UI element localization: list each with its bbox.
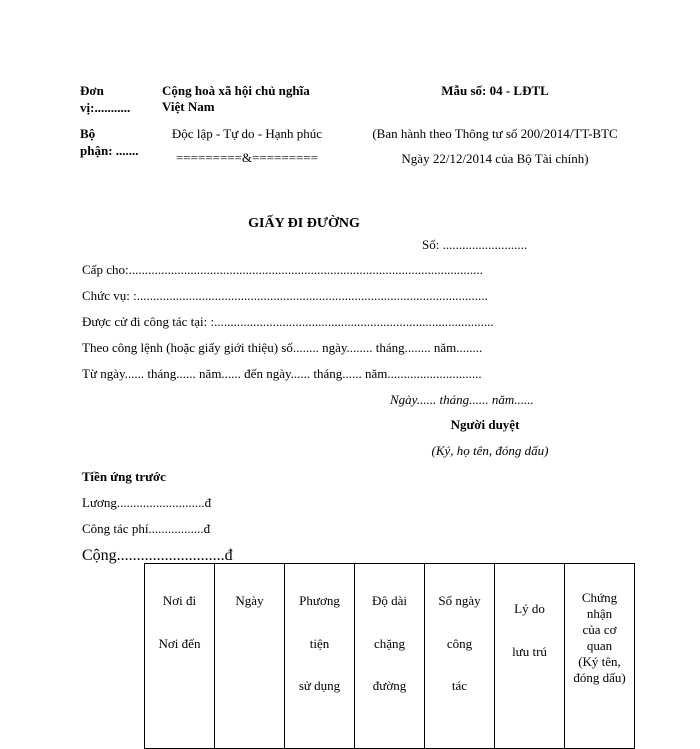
nation-name-cont: Việt Nam xyxy=(162,99,215,114)
field-destination: Được cử đi công tác tại: :...................................................................................... xyxy=(82,314,494,329)
advance-travel-fee: Công tác phí.................đ xyxy=(82,521,211,536)
table-header-row xyxy=(145,564,635,749)
issuance-note: (Ban hành theo Thông tư số 200/2014/TT-BTC xyxy=(372,126,618,141)
date-line: Ngày...... tháng...... năm...... xyxy=(390,392,534,407)
field-order-number: Theo công lệnh (hoặc giấy giới thiệu) số........ ngày........ tháng........ năm........ xyxy=(82,340,483,355)
field-issued-to: Cấp cho:............................................................................................................. xyxy=(82,262,483,277)
document-number: Số: .......................... xyxy=(422,237,528,252)
col-label-line: đường xyxy=(372,678,407,693)
col-label-line: tiện xyxy=(309,635,330,651)
col-vehicle xyxy=(285,564,355,749)
col-label-line: lưu trú xyxy=(512,643,547,659)
col-label-line: Lý do xyxy=(514,601,545,616)
col-departure-arrival xyxy=(145,564,215,749)
document-title: GIẤY ĐI ĐƯỜNG xyxy=(248,216,360,231)
col-label-line: Nơi đến xyxy=(158,635,201,651)
col-date xyxy=(215,564,285,749)
col-label-line: sử dụng xyxy=(298,678,341,693)
col-stay-reason xyxy=(495,564,565,749)
col-label-line: (Ký tên, xyxy=(578,654,621,669)
advance-salary: Lương...........................đ xyxy=(82,495,212,510)
field-position: Chức vụ: :............................................................................................................ xyxy=(82,288,488,303)
approver-title: Người duyệt xyxy=(450,417,520,432)
form-number: Mẫu số: 04 - LĐTL xyxy=(441,83,549,98)
col-label-line: nhận xyxy=(586,606,613,621)
travel-log-table xyxy=(144,563,635,749)
col-label-line: của cơ xyxy=(582,622,617,637)
department-label: Bộ xyxy=(80,126,96,141)
motto: Độc lập - Tự do - Hạnh phúc xyxy=(171,126,323,141)
nation-name: Cộng hoà xã hội chủ nghĩa xyxy=(162,83,310,98)
advance-heading: Tiền ứng trước xyxy=(82,469,166,484)
col-certification xyxy=(565,564,635,749)
col-label-line: Chứng xyxy=(581,590,618,605)
col-label-line: đóng dấu) xyxy=(573,670,626,685)
motto-divider: =========&========= xyxy=(175,150,319,165)
col-label-line: Số ngày xyxy=(438,593,481,608)
col-label-line: quan xyxy=(586,638,613,653)
col-label-line: Phương xyxy=(299,593,340,608)
unit-label-cont: vị:........... xyxy=(80,100,131,115)
advance-total: Cộng...........................đ xyxy=(82,547,233,564)
field-date-range: Từ ngày...... tháng...... năm...... đến ngày...... tháng...... năm............................. xyxy=(82,366,482,381)
unit-label: Đơn xyxy=(80,83,104,98)
col-label-line: tác xyxy=(451,678,468,693)
issuance-date: Ngày 22/12/2014 của Bộ Tài chính) xyxy=(401,151,589,166)
col-label-line: Độ dài xyxy=(371,593,408,608)
department-label-cont: phận: ....... xyxy=(80,143,139,158)
col-label-line: công xyxy=(446,635,473,651)
col-label-line: Nơi đi xyxy=(162,593,197,608)
col-label-line: Ngày xyxy=(235,593,264,608)
col-work-days xyxy=(425,564,495,749)
col-label-line: chặng xyxy=(373,635,406,651)
col-distance xyxy=(355,564,425,749)
approver-signature-note: (Ký, họ tên, đóng dấu) xyxy=(431,443,549,458)
